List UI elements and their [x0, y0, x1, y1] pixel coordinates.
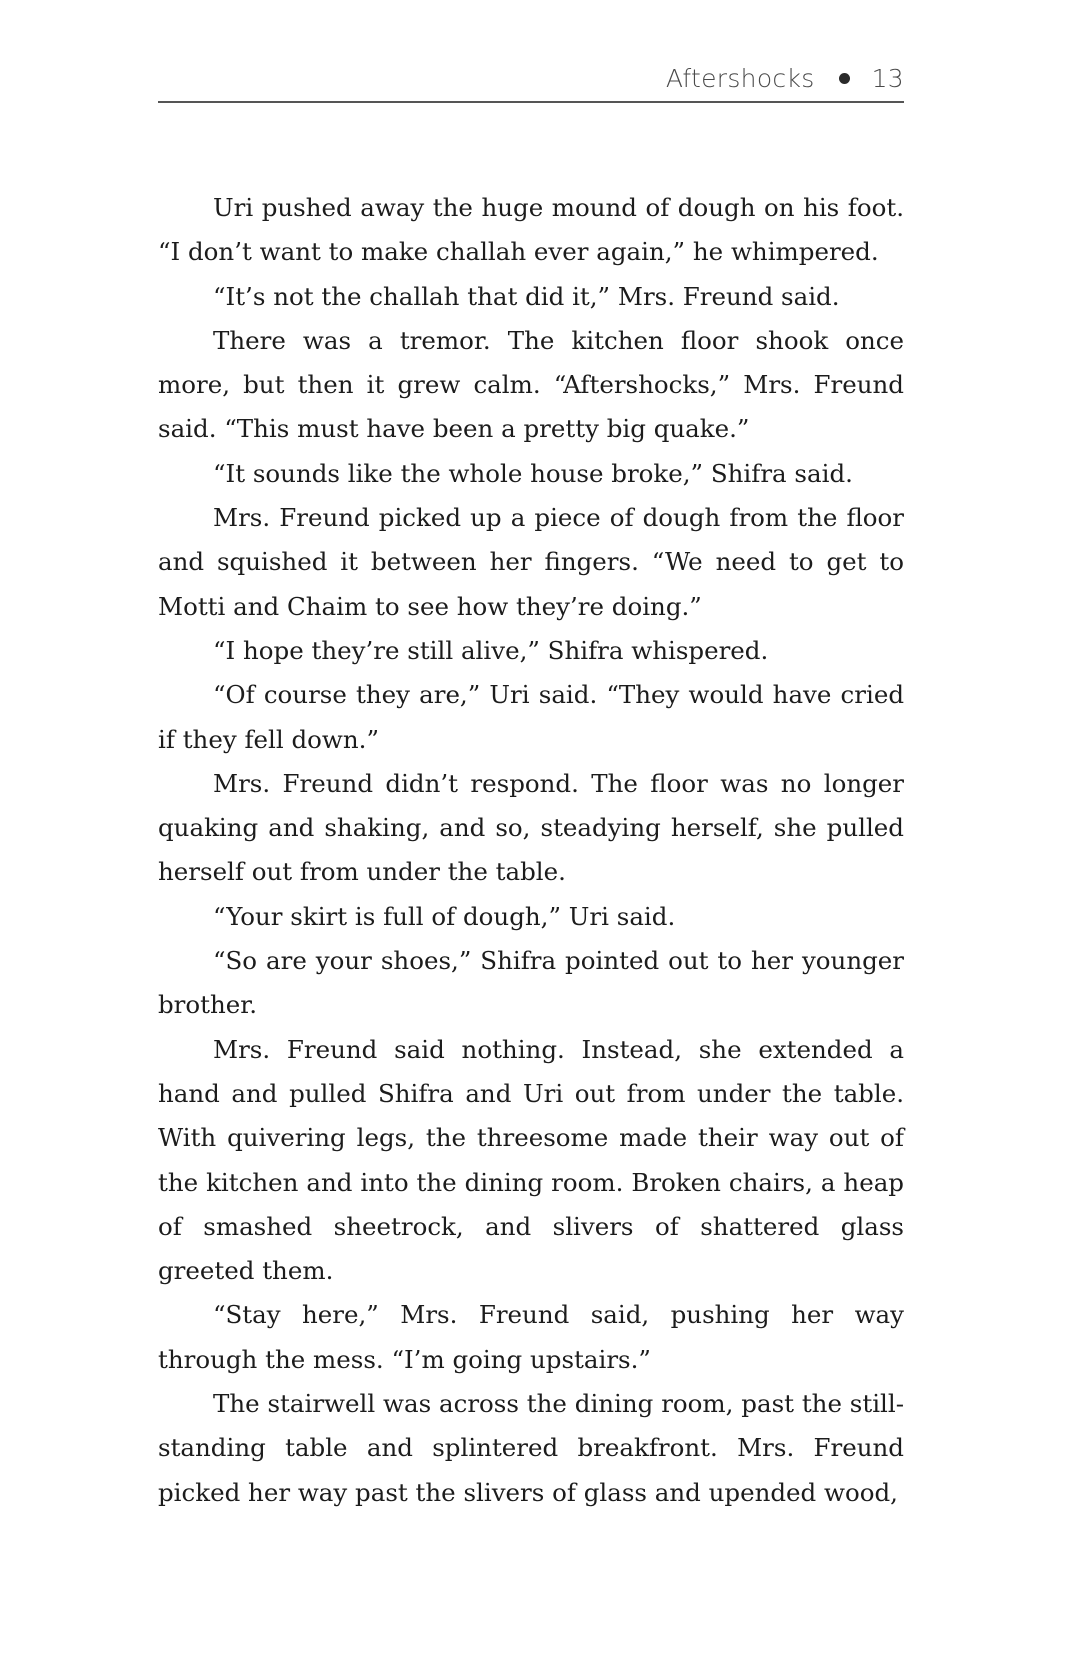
paragraph: There was a tremor. The kitchen floor shook once more, but then it grew calm. “Aftershocks,” Mrs. Freund said. “This must have been a pretty big quake.”	[158, 325, 904, 444]
paragraph: “It’s not the challah that did it,” Mrs. Freund said.	[213, 281, 840, 311]
page-number: 13	[871, 63, 904, 93]
running-head	[158, 58, 904, 98]
bullet-icon	[839, 73, 850, 84]
paragraph: Mrs. Freund said nothing. Instead, she extended a hand and pulled Shifra and Uri out from under the table. With quivering legs, the threesome made their way out of the kitchen and into the dining room. Broken chairs, a heap of smashed sheetrock, and slivers of shattered glass greeted them.	[158, 1034, 904, 1286]
paragraph: “It sounds like the whole house broke,” Shifra said.	[213, 458, 853, 488]
paragraph: Mrs. Freund didn’t respond. The floor was no longer quaking and shaking, and so, steadying herself, she pulled herself out from under the table.	[158, 768, 904, 887]
body-text	[158, 186, 904, 1515]
paragraph: Uri pushed away the huge mound of dough on his foot. “I don’t want to make challah ever again,” he whimpered.	[158, 193, 904, 267]
paragraph: The stairwell was across the dining room, past the still-standing table and splintered breakfront. Mrs. Freund picked her way past the slivers of glass and upended wood,	[158, 1389, 904, 1507]
header-rule	[158, 101, 904, 103]
paragraph: “Your skirt is full of dough,” Uri said.	[213, 901, 676, 931]
paragraph: “Stay here,” Mrs. Freund said, pushing her way through the mess. “I’m going upstairs.”	[158, 1300, 904, 1374]
running-title: Aftershocks	[665, 63, 815, 93]
paragraph: “So are your shoes,” Shifra pointed out to her younger brother.	[158, 946, 904, 1020]
paragraph: Mrs. Freund picked up a piece of dough from the floor and squished it between her fingers. “We need to get to Motti and Chaim to see how they’re doing.”	[158, 503, 904, 621]
paragraph: “I hope they’re still alive,” Shifra whispered.	[213, 635, 769, 665]
paragraph: “Of course they are,” Uri said. “They would have cried if they fell down.”	[158, 680, 904, 754]
